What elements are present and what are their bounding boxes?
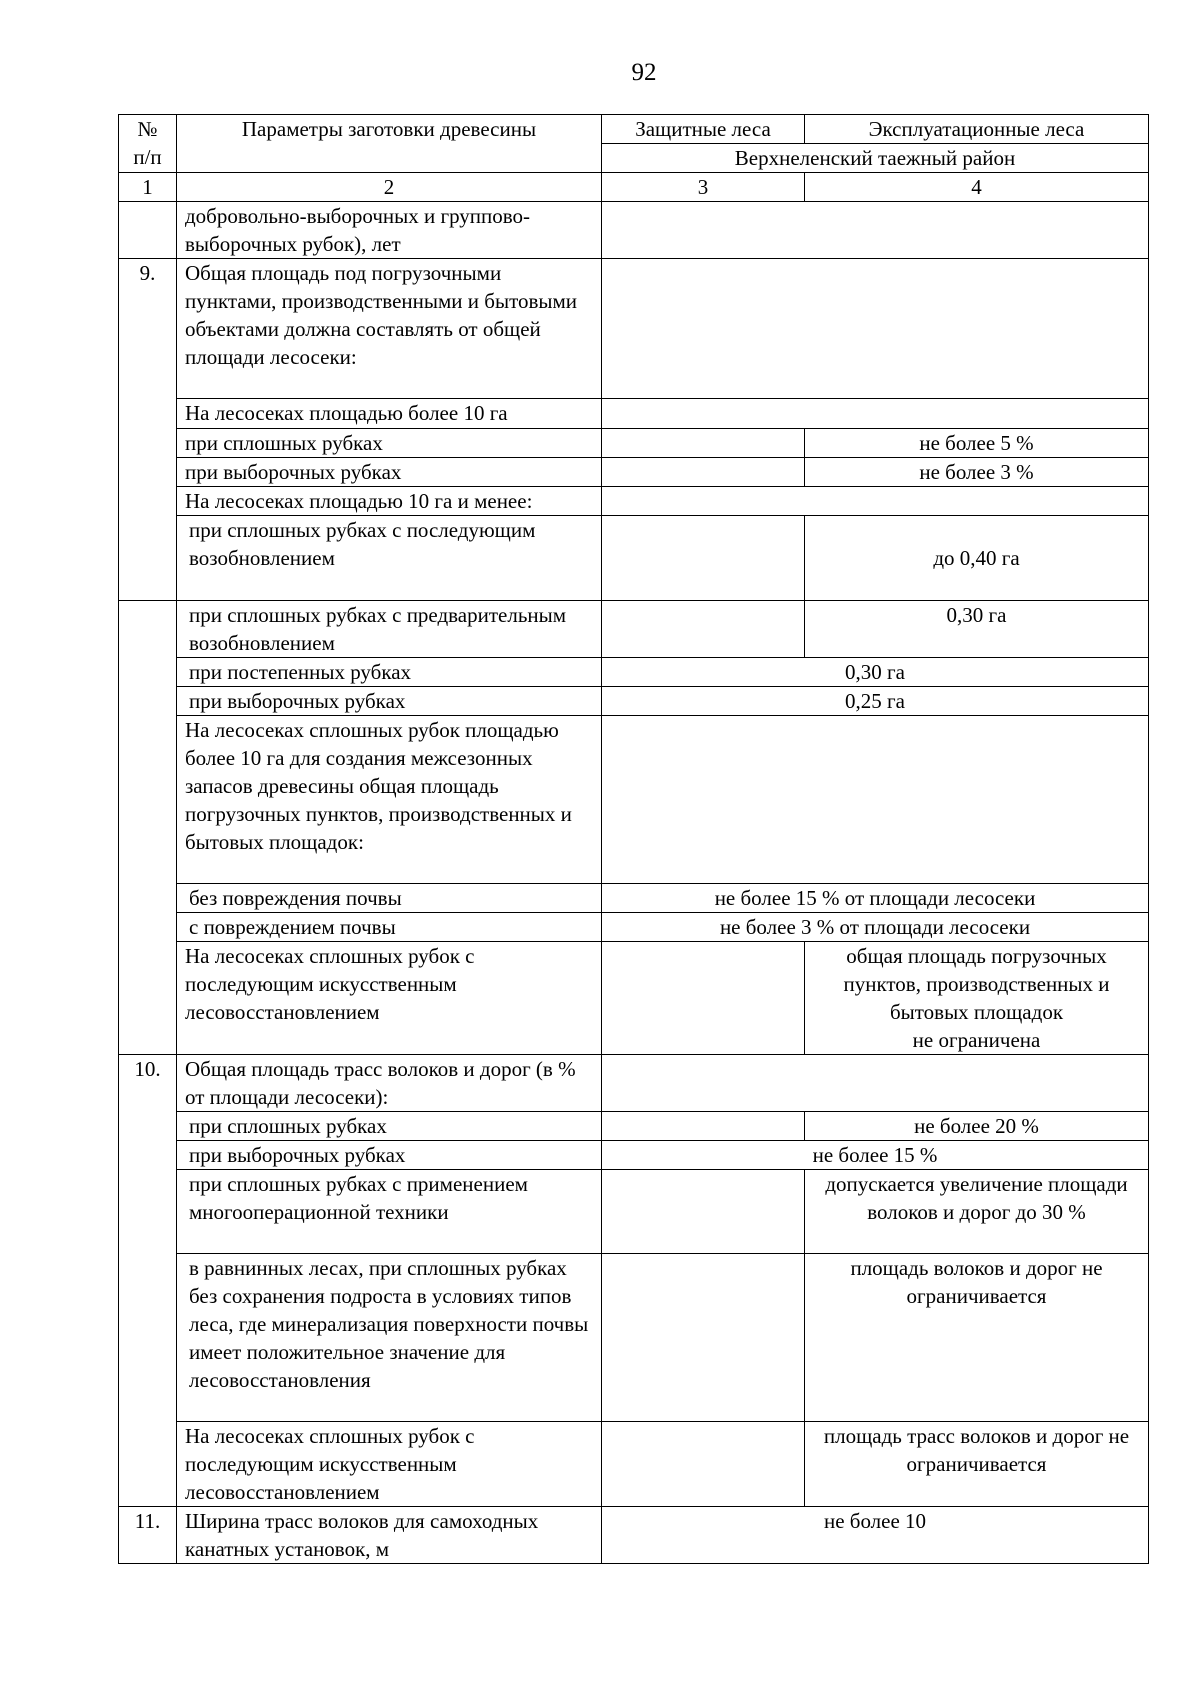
row-number: 10. [119,1055,177,1507]
value-cell: не более 15 % от площади лесосеки [602,884,1149,913]
row-number: 11. [119,1507,177,1564]
value-cell: не более 3 % [805,458,1149,487]
value-cell: допускается увеличение площади волоков и дорог до 30 % [805,1170,1149,1254]
header-region: Верхнеленский таежный район [602,144,1149,173]
param-text: при сплошных рубках с применением многооперационной техники [189,1172,528,1224]
param-text: при сплошных рубках [189,1114,387,1138]
header-params: Параметры заготовки древесины [177,115,602,173]
param-text: На лесосеках площадью 10 га и менее: [177,487,602,516]
table-row [119,687,1149,716]
table-row [119,601,1149,658]
value-cell: общая площадь погрузочных пунктов, производственных и бытовых площадок не ограничена [805,942,1149,1055]
col-number-3: 3 [602,173,805,202]
table-row [119,259,1149,399]
param-text: без повреждения почвы [189,886,402,910]
param-text: Общая площадь под погрузочными пунктами, производственными и бытовыми объектами должна составлять от общей площади лесосеки: [177,259,602,399]
header-numbers-row [119,173,1149,202]
value-cell: не более 10 [602,1507,1149,1564]
value-cell: не более 20 % [805,1112,1149,1141]
table-row [119,429,1149,458]
param-text: при выборочных рубках [177,458,602,487]
param-text: На лесосеках площадью более 10 га [177,399,602,429]
param-text: при выборочных рубках [189,689,406,713]
param-text: при сплошных рубках с предварительным возобновлением [189,603,567,655]
param-text: при постепенных рубках [189,660,412,684]
logging-parameters-table [118,114,1149,1564]
table-row [119,1141,1149,1170]
table-row [119,1112,1149,1141]
param-text: при сплошных рубках с последующим возобновлением [189,518,536,570]
table-row [119,202,1149,259]
header-protective: Защитные леса [602,115,805,144]
value-cell: не более 5 % [805,429,1149,458]
table-row [119,1170,1149,1254]
param-text: добровольно-выборочных и группово-выборочных рубок), лет [177,202,602,259]
value-cell: площадь волоков и дорог не ограничивается [805,1254,1149,1422]
value-cell: 0,30 га [805,601,1149,658]
header-exploitation: Эксплуатационные леса [805,115,1149,144]
table-row [119,516,1149,601]
table-row [119,1507,1149,1564]
param-text: с повреждением почвы [189,915,396,939]
param-text: Общая площадь трасс волоков и дорог (в % от площади лесосеки): [177,1055,602,1112]
table-row [119,942,1149,1055]
header-row-1 [119,115,1149,144]
table-row [119,1422,1149,1507]
table-row [119,399,1149,429]
param-text: На лесосеках сплошных рубок площадью более 10 га для создания межсезонных запасов древесины общая площадь погрузочных пунктов, производственных и бытовых площадок: [177,716,602,884]
param-text: при выборочных рубках [189,1143,406,1167]
param-text: при сплошных рубках [177,429,602,458]
value-cell: 0,30 га [602,658,1149,687]
table-row [119,658,1149,687]
value-cell: 0,25 га [602,687,1149,716]
param-text: На лесосеках сплошных рубок с последующим искусственным лесовосстановлением [177,942,602,1055]
col-number-1: 1 [119,173,177,202]
header-num: № п/п [119,115,177,173]
param-text: Ширина трасс волоков для самоходных канатных установок, м [177,1507,602,1564]
value-cell: не более 3 % от площади лесосеки [602,913,1149,942]
value-cell: площадь трасс волоков и дорог не ограничивается [805,1422,1149,1507]
row-number: 9. [119,259,177,601]
col-number-2: 2 [177,173,602,202]
value-cell: не более 15 % [602,1141,1149,1170]
table-row [119,458,1149,487]
value-cell: до 0,40 га [805,516,1149,601]
table-row [119,1055,1149,1112]
param-text: в равнинных лесах, при сплошных рубках без сохранения подроста в условиях типов леса, где минерализация поверхности почвы имеет положительное значение для лесовосстановления [189,1256,589,1392]
table-row [119,884,1149,913]
page-number: 92 [631,59,657,86]
table-row [119,1254,1149,1422]
table-row [119,487,1149,516]
table-row [119,913,1149,942]
col-number-4: 4 [805,173,1149,202]
table-row [119,716,1149,884]
param-text: На лесосеках сплошных рубок с последующим искусственным лесовосстановлением [177,1422,602,1507]
